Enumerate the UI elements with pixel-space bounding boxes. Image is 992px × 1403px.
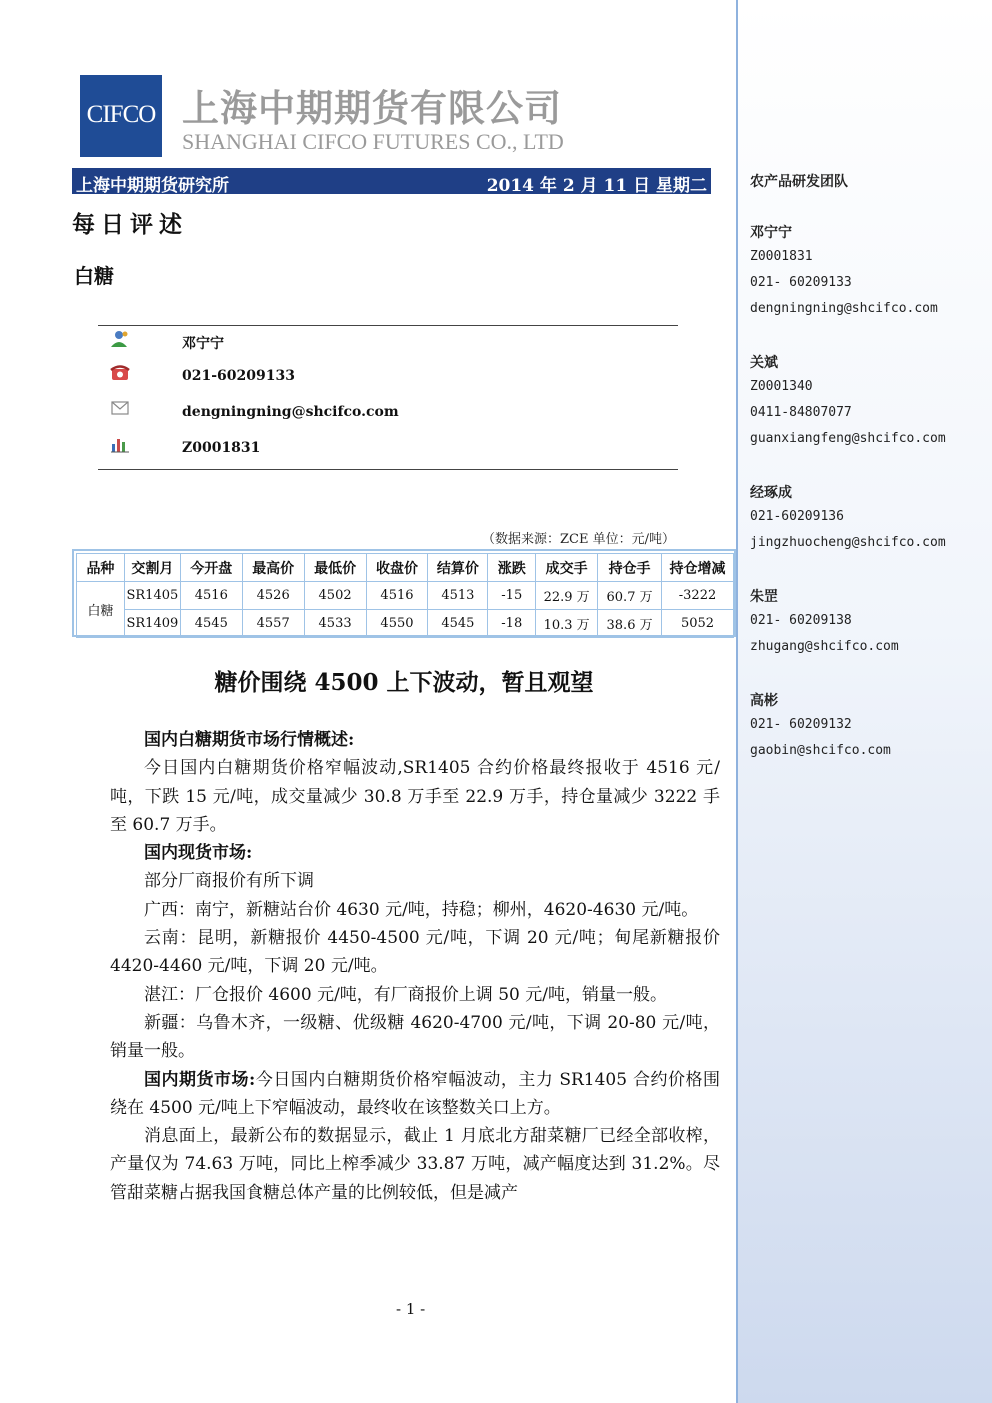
quote-table bbox=[76, 553, 734, 638]
institute-name: 上海中期期货研究所 bbox=[76, 176, 229, 196]
page-number: - 1 - bbox=[396, 1300, 426, 1318]
analyst-email[interactable]: zhugang@shcifco.com bbox=[750, 639, 899, 654]
company-name-cn: 上海中期期货有限公司 bbox=[182, 87, 562, 130]
analyst-phone: 021- 60209138 bbox=[750, 613, 852, 628]
table-cell: 60.7 万 bbox=[598, 582, 662, 610]
analyst-name: 高彬 bbox=[750, 693, 778, 709]
table-cell: SR1409 bbox=[124, 610, 180, 638]
paragraph: 今日国内白糖期货价格窄幅波动，主力 SR1405 合约价格围绕在 4500 元/吨上下窄幅波动，最终收在该整数关口上方。 bbox=[110, 1069, 720, 1118]
table-header-cell: 持仓增减 bbox=[662, 554, 734, 582]
table-cell: 4502 bbox=[304, 582, 366, 610]
table-cell: 38.6 万 bbox=[598, 610, 662, 638]
analyst-email[interactable]: dengningning@shcifco.com bbox=[750, 301, 938, 316]
table-cell: 4545 bbox=[180, 610, 242, 638]
table-cell: 4526 bbox=[242, 582, 304, 610]
table-header-cell: 持仓手 bbox=[598, 554, 662, 582]
paragraph: 部分厂商报价有所下调 bbox=[144, 871, 314, 892]
table-cell: 4557 bbox=[242, 610, 304, 638]
table-cell: -18 bbox=[488, 610, 536, 638]
table-header-cell: 最高价 bbox=[242, 554, 304, 582]
paragraph: 新疆：乌鲁木齐，一级糖、优级糖 4620-4700 元/吨，下调 20-80 元/吨，销量一般。 bbox=[110, 1012, 720, 1062]
article-title: 糖价围绕 4500 上下波动，暂且观望 bbox=[214, 669, 594, 696]
paragraph: 云南：昆明，新糖报价 4450-4500 元/吨，下调 20 元/吨；甸尾新糖报价 4420-4460 元/吨，下调 20 元/吨。 bbox=[110, 928, 720, 977]
logo-mark: CIFCO bbox=[86, 101, 156, 128]
table-cell: 4516 bbox=[180, 582, 242, 610]
analyst-name: 朱罡 bbox=[750, 589, 778, 605]
sidebar-team-title: 农产品研发团队 bbox=[750, 174, 848, 190]
analyst-license: Z0001831 bbox=[750, 249, 813, 264]
contact-license: Z0001831 bbox=[182, 440, 261, 456]
analyst-name: 邓宁宁 bbox=[750, 225, 792, 241]
data-source-note: （数据来源：ZCE 单位：元/吨） bbox=[482, 532, 675, 547]
table-header-cell: 成交手 bbox=[536, 554, 598, 582]
table-cell: -3222 bbox=[662, 582, 734, 610]
table-header-cell: 涨跌 bbox=[488, 554, 536, 582]
table-cell: -15 bbox=[488, 582, 536, 610]
paragraph: 消息面上，最新公布的数据显示，截止 1 月底北方甜菜糖厂已经全部收榨，产量仅为 74.63 万吨，同比上榨季减少 33.87 万吨，减产幅度达到 31.2%。尽管甜菜糖占据我国食糖总体产量的比例较低，但是减产 bbox=[110, 1126, 720, 1203]
table-cell: 4533 bbox=[304, 610, 366, 638]
table-row bbox=[77, 582, 734, 610]
header-bar bbox=[72, 168, 711, 194]
table-cell: 5052 bbox=[662, 610, 734, 638]
analyst-phone: 021- 60209133 bbox=[750, 275, 852, 290]
analyst-name: 关斌 bbox=[750, 355, 778, 371]
analyst-email[interactable]: gaobin@shcifco.com bbox=[750, 743, 891, 758]
table-header-row bbox=[77, 554, 734, 582]
table-row bbox=[77, 610, 734, 638]
analyst-license: Z0001340 bbox=[750, 379, 813, 394]
table-header-cell: 结算价 bbox=[428, 554, 488, 582]
divider bbox=[98, 469, 678, 470]
report-date: 2014 年 2 月 11 日 星期二 bbox=[486, 176, 707, 196]
table-header-cell: 交割月 bbox=[124, 554, 180, 582]
quote-table-frame bbox=[72, 549, 736, 637]
table-cell: 22.9 万 bbox=[536, 582, 598, 610]
company-logo bbox=[80, 75, 162, 157]
analyst-phone: 021-60209136 bbox=[750, 509, 844, 524]
table-header-cell: 品种 bbox=[77, 554, 125, 582]
analyst-phone: 021- 60209132 bbox=[750, 717, 852, 732]
table-header-cell: 最低价 bbox=[304, 554, 366, 582]
paragraph: 今日国内白糖期货价格窄幅波动,SR1405 合约价格最终报收于 4516 元/吨，下跌 15 元/吨，成交量减少 30.8 万手至 22.9 万手，持仓量减少 3222 手至 60.7 万手。 bbox=[110, 758, 720, 835]
table-header-cell: 今开盘 bbox=[180, 554, 242, 582]
person-icon bbox=[110, 330, 130, 348]
section-heading-domestic-overview: 国内白糖期货市场行情概述: bbox=[144, 730, 355, 750]
analyst-phone: 0411-84807077 bbox=[750, 405, 852, 420]
paragraph: 湛江：厂仓报价 4600 元/吨，有厂商报价上调 50 元/吨，销量一般。 bbox=[144, 984, 667, 1005]
table-cell: SR1405 bbox=[124, 582, 180, 610]
analyst-email[interactable]: jingzhuocheng@shcifco.com bbox=[750, 535, 946, 550]
section-heading-spot-market: 国内现货市场: bbox=[144, 843, 253, 864]
article-body bbox=[110, 726, 720, 1207]
divider bbox=[98, 325, 678, 326]
table-cell: 4545 bbox=[428, 610, 488, 638]
paragraph: 广西：南宁，新糖站台价 4630 元/吨，持稳；柳州，4620-4630 元/吨。 bbox=[144, 899, 699, 920]
table-cell: 4516 bbox=[366, 582, 428, 610]
table-header-cell: 收盘价 bbox=[366, 554, 428, 582]
phone-icon bbox=[110, 364, 130, 382]
section-heading-futures-market: 国内期货市场: bbox=[144, 1069, 256, 1090]
table-cell: 4550 bbox=[366, 610, 428, 638]
commodity-title: 白糖 bbox=[74, 264, 114, 288]
contact-name: 邓宁宁 bbox=[182, 336, 224, 352]
analyst-email[interactable]: guanxiangfeng@shcifco.com bbox=[750, 431, 946, 446]
contact-email[interactable]: dengningning@shcifco.com bbox=[182, 404, 399, 420]
table-cell: 4513 bbox=[428, 582, 488, 610]
contact-phone: 021-60209133 bbox=[182, 368, 295, 384]
company-name-en: SHANGHAI CIFCO FUTURES CO., LTD bbox=[182, 129, 564, 154]
analyst-name: 经琢成 bbox=[750, 485, 792, 501]
email-icon bbox=[110, 399, 130, 417]
page-heading: 每日评述 bbox=[72, 211, 188, 238]
product-cell: 白糖 bbox=[77, 582, 125, 638]
table-cell: 10.3 万 bbox=[536, 610, 598, 638]
chart-icon bbox=[110, 435, 130, 453]
